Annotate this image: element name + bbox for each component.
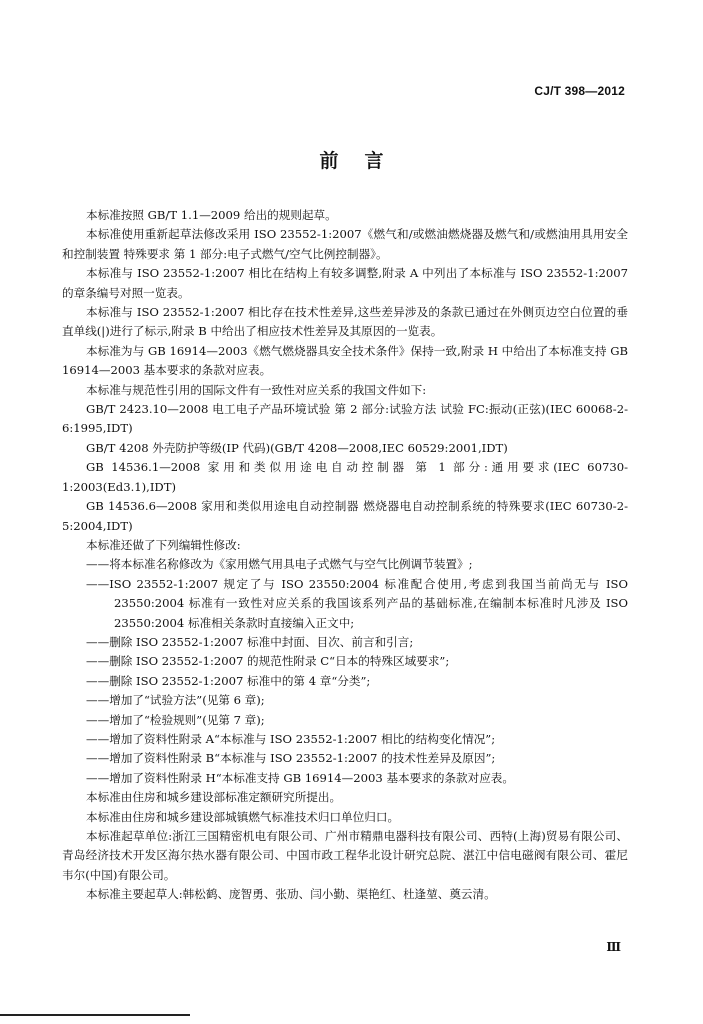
list-item: ——删除 ISO 23552-1:2007 标准中封面、目次、前言和引言; bbox=[86, 634, 414, 649]
reference-item: GB 14536.1—2008 家用和类似用途电自动控制器 第 1 部分:通用要求(IEC 60730-1:2003(Ed3.1),IDT) bbox=[62, 460, 628, 494]
paragraph: 本标准与 ISO 23552-1:2007 相比存在技术性差异,这些差异涉及的条款已通过在外侧页边空白位置的垂直单线(|)进行了标示,附录 B 中给出了相应技术性差异及其原因的一览表。 bbox=[62, 305, 628, 339]
paragraph: 本标准由住房和城乡建设部标准定额研究所提出。 bbox=[86, 790, 342, 805]
footer-rule bbox=[0, 1014, 190, 1016]
paragraph: 本标准还做了下列编辑性修改: bbox=[86, 537, 241, 552]
list-item: ——删除 ISO 23552-1:2007 标准中的第 4 章“分类”; bbox=[86, 673, 371, 688]
list-item: ——增加了资料性附录 H“本标准支持 GB 16914—2003 基本要求的条款对应表。 bbox=[86, 770, 514, 785]
list-item: ——删除 ISO 23552-1:2007 的规范性附录 C“日本的特殊区域要求”; bbox=[86, 654, 450, 669]
standard-number: CJ/T 398—2012 bbox=[534, 84, 625, 98]
list-item: ——将本标准名称修改为《家用燃气用具电子式燃气与空气比例调节装置》; bbox=[86, 557, 473, 572]
paragraph: 本标准由住房和城乡建设部城镇燃气标准技术归口单位归口。 bbox=[86, 809, 400, 824]
reference-item: GB/T 4208 外壳防护等级(IP 代码)(GB/T 4208—2008,IEC 60529:2001,IDT) bbox=[86, 440, 508, 455]
page-title: 前言 bbox=[319, 150, 410, 172]
list-item: ——增加了“试验方法”(见第 6 章); bbox=[86, 693, 265, 708]
list-item: ——增加了资料性附录 A“本标准与 ISO 23552-1:2007 相比的结构变化情况”; bbox=[86, 731, 496, 746]
paragraph: 本标准主要起草人:韩松鹤、庞智勇、张劢、闫小勤、渠艳红、杜逢堃、奠云清。 bbox=[86, 887, 496, 902]
paragraph: 本标准按照 GB/T 1.1—2009 给出的规则起草。 bbox=[86, 208, 337, 222]
paragraph: 本标准使用重新起草法修改采用 ISO 23552-1:2007《燃气和/或燃油燃烧器及燃气和/或燃油用具用安全和控制装置 特殊要求 第 1 部分:电子式燃气/空气比例控制器》。 bbox=[62, 227, 628, 261]
page-number: Ⅲ bbox=[606, 940, 621, 954]
reference-item: GB 14536.6—2008 家用和类似用途电自动控制器 燃烧器电自动控制系统的特殊要求(IEC 60730-2-5:2004,IDT) bbox=[62, 499, 628, 533]
list-item: ——ISO 23552-1:2007 规定了与 ISO 23550:2004 标准配合使用,考虑到我国当前尚无与 ISO 23550:2004 标准有一致性对应关系的我国该系列产品的基础标准,在编制本标准时凡涉及 ISO 23550:2004 标准相关条款时直接编入正文中; bbox=[86, 576, 628, 630]
paragraph: 本标准为与 GB 16914—2003《燃气燃烧器具安全技术条件》保持一致,附录 H 中给出了本标准支持 GB 16914—2003 基本要求的条款对应表。 bbox=[62, 343, 628, 378]
paragraph: 本标准与 ISO 23552-1:2007 相比在结构上有较多调整,附录 A 中列出了本标准与 ISO 23552-1:2007 的章条编号对照一览表。 bbox=[62, 266, 628, 300]
reference-item: GB/T 2423.10—2008 电工电子产品环境试验 第 2 部分:试验方法 试验 FC:振动(正弦)(IEC 60068-2-6:1995,IDT) bbox=[62, 402, 628, 436]
list-item: ——增加了资料性附录 B“本标准与 ISO 23552-1:2007 的技术性差异及原因”; bbox=[86, 751, 496, 766]
paragraph: 本标准与规范性引用的国际文件有一致性对应关系的我国文件如下: bbox=[86, 382, 427, 397]
paragraph: 本标准起草单位:浙江三国精密机电有限公司、广州市精鼎电器科技有限公司、西特(上海)贸易有限公司、青岛经济技术开发区海尔热水器有限公司、中国市政工程华北设计研究总院、湛江中信电磁阀有限公司、霍尼韦尔(中国)有限公司。 bbox=[62, 829, 628, 882]
list-item: ——增加了“检验规则”(见第 7 章); bbox=[86, 712, 265, 727]
document-body bbox=[62, 206, 628, 905]
